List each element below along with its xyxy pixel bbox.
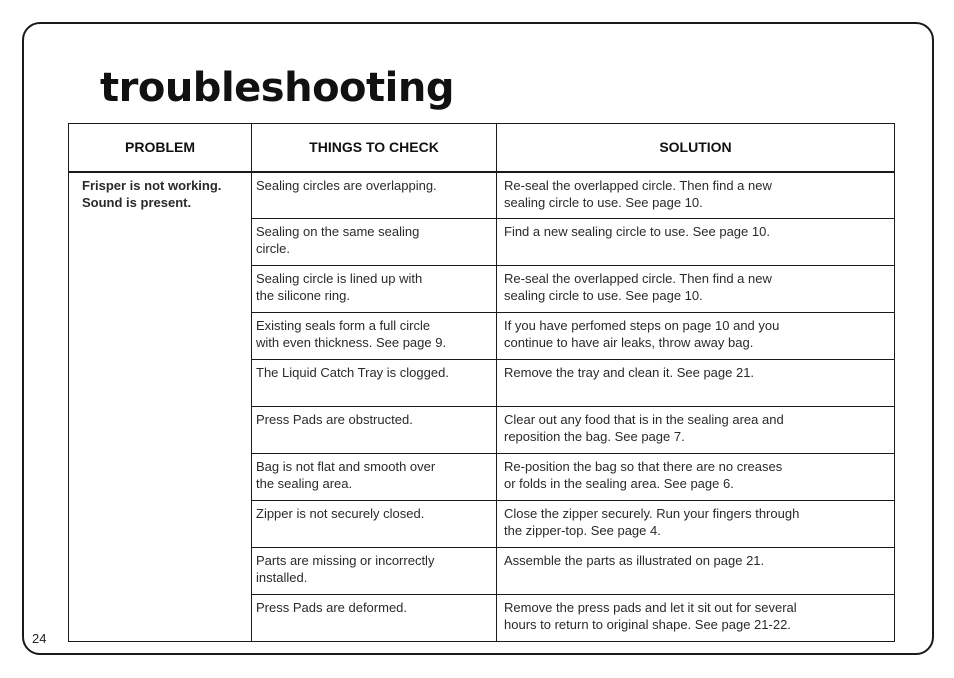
- solution-text-line: sealing circle to use. See page 10.: [504, 288, 703, 303]
- check-cell: [252, 501, 497, 548]
- troubleshooting-table-container: [68, 123, 894, 642]
- check-text-line: circle.: [256, 241, 290, 256]
- troubleshooting-table: [68, 123, 895, 642]
- header-things-to-check: THINGS TO CHECK: [252, 124, 497, 172]
- problem-text-line: Sound is present.: [82, 194, 192, 210]
- check-cell: [252, 219, 497, 266]
- solution-text-line: Close the zipper securely. Run your fingers through: [504, 506, 800, 521]
- page-number: 24: [32, 631, 47, 646]
- solution-text-line: Remove the press pads and let it sit out for several: [504, 600, 797, 615]
- check-text-line: Press Pads are obstructed.: [256, 412, 413, 427]
- check-cell: [252, 313, 497, 360]
- solution-text-line: Re-seal the overlapped circle. Then find a new: [504, 271, 772, 286]
- solution-cell: [497, 266, 895, 313]
- solution-cell: [497, 454, 895, 501]
- solution-cell: [497, 548, 895, 595]
- check-text-line: with even thickness. See page 9.: [256, 335, 447, 350]
- solution-cell: [497, 407, 895, 454]
- check-text-line: the sealing area.: [256, 476, 353, 491]
- check-text-line: the silicone ring.: [256, 288, 350, 303]
- solution-text-line: the zipper-top. See page 4.: [504, 523, 661, 538]
- problem-text-line: Frisper is not working.: [82, 177, 222, 193]
- check-cell: [252, 266, 497, 313]
- solution-cell: [497, 219, 895, 266]
- check-cell: [252, 407, 497, 454]
- check-text-line: The Liquid Catch Tray is clogged.: [256, 365, 449, 380]
- check-text-line: Zipper is not securely closed.: [256, 506, 425, 521]
- check-text-line: installed.: [256, 570, 308, 585]
- check-text-line: Sealing circles are overlapping.: [256, 177, 437, 193]
- problem-cell: [69, 172, 252, 642]
- header-problem: PROBLEM: [69, 124, 252, 172]
- check-cell: [252, 454, 497, 501]
- solution-cell: [497, 501, 895, 548]
- header-solution: SOLUTION: [497, 124, 895, 172]
- solution-text-line: Re-position the bag so that there are no creases: [504, 459, 783, 474]
- table-header-row: [69, 124, 895, 172]
- check-text-line: Sealing on the same sealing: [256, 224, 420, 239]
- check-cell: [252, 360, 497, 407]
- solution-cell: [497, 172, 895, 219]
- check-text-line: Bag is not flat and smooth over: [256, 459, 436, 474]
- check-cell: [252, 548, 497, 595]
- table-row: [69, 172, 895, 219]
- solution-text-line: hours to return to original shape. See page 21-22.: [504, 617, 791, 632]
- check-cell: [252, 172, 497, 219]
- solution-text-line: or folds in the sealing area. See page 6.: [504, 476, 734, 491]
- solution-text-line: Re-seal the overlapped circle. Then find a new: [504, 177, 772, 193]
- check-cell: [252, 595, 497, 642]
- solution-text-line: Remove the tray and clean it. See page 21.: [504, 365, 755, 380]
- solution-text-line: sealing circle to use. See page 10.: [504, 194, 703, 210]
- check-text-line: Sealing circle is lined up with: [256, 271, 423, 286]
- solution-text-line: continue to have air leaks, throw away bag.: [504, 335, 754, 350]
- solution-cell: [497, 313, 895, 360]
- solution-text-line: Assemble the parts as illustrated on page 21.: [504, 553, 765, 568]
- check-text-line: Parts are missing or incorrectly: [256, 553, 435, 568]
- solution-text-line: reposition the bag. See page 7.: [504, 429, 685, 444]
- solution-cell: [497, 360, 895, 407]
- check-text-line: Press Pads are deformed.: [256, 600, 408, 615]
- solution-text-line: Clear out any food that is in the sealing area and: [504, 412, 784, 427]
- solution-text-line: Find a new sealing circle to use. See page 10.: [504, 224, 770, 239]
- solution-cell: [497, 595, 895, 642]
- page-title: troubleshooting: [100, 65, 454, 111]
- check-text-line: Existing seals form a full circle: [256, 318, 431, 333]
- solution-text-line: If you have perfomed steps on page 10 and you: [504, 318, 780, 333]
